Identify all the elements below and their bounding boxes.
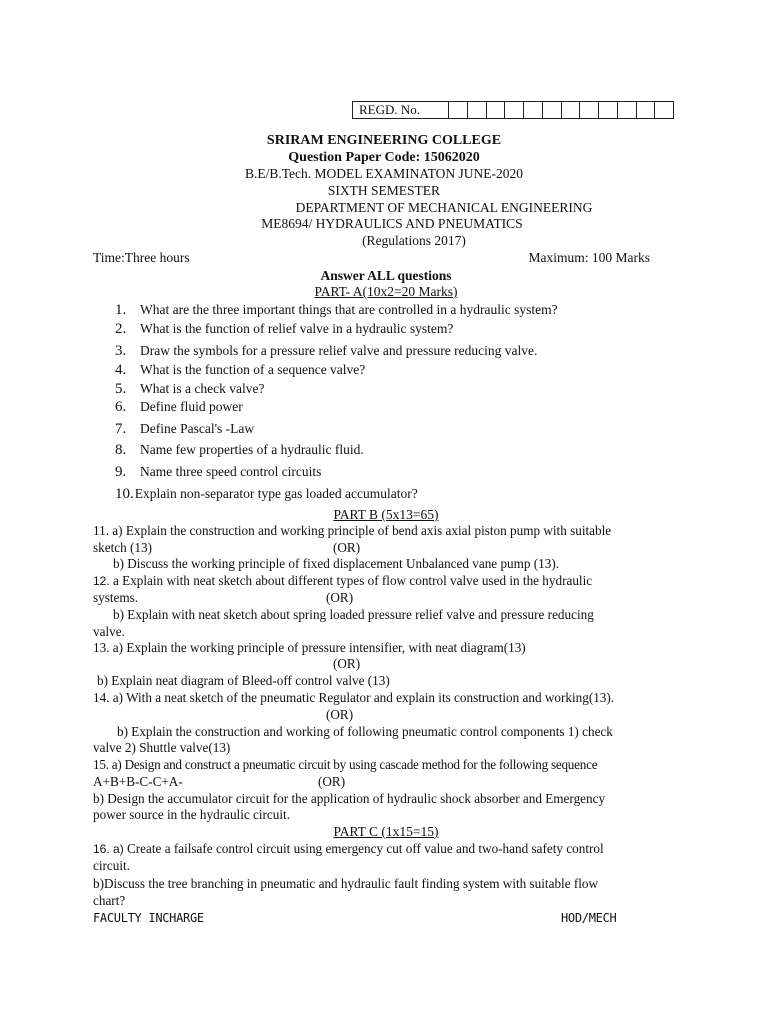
question-text: What is the function of a sequence valve? <box>140 362 366 377</box>
maximum-marks: Maximum: 100 Marks <box>528 250 650 265</box>
q13b: b) Explain neat diagram of Bleed-off control valve (13) <box>97 673 390 688</box>
regulations: (Regulations 2017) <box>362 233 466 248</box>
q16a-line2: circuit. <box>93 858 130 873</box>
regd-cell <box>618 102 637 118</box>
q16b-line1: b)Discuss the tree branching in pneumatic and hydraulic fault finding system with suitable flow <box>93 876 599 891</box>
paper-code: Question Paper Code: 15062020 <box>288 150 480 165</box>
q13a: 13. a) Explain the working principle of pressure intensifier, with neat diagram(13) <box>93 640 526 655</box>
question-number: 4. <box>115 362 127 378</box>
q15a-line1: 15. a) Design and construct a pneumatic circuit by using cascade method for the following sequence <box>93 757 598 772</box>
or-separator: (OR) <box>326 590 354 605</box>
course: ME8694/ HYDRAULICS AND PNEUMATICS <box>261 216 523 231</box>
part-a-question <box>115 486 418 503</box>
regd-number-box <box>352 101 674 119</box>
question-number: 7. <box>115 421 127 437</box>
q14b-line2: valve 2) Shuttle valve(13) <box>93 740 231 755</box>
regd-cell <box>487 102 506 118</box>
part-a-question <box>115 381 264 398</box>
regd-cell <box>580 102 599 118</box>
question-text: Name few properties of a hydraulic fluid. <box>140 442 364 457</box>
question-number: 1. <box>115 302 127 318</box>
q14b-line1: b) Explain the construction and working of following pneumatic control components 1) check <box>117 724 613 739</box>
semester: SIXTH SEMESTER <box>327 183 441 198</box>
faculty-incharge-label: FACULTY INCHARGE <box>93 911 204 925</box>
or-separator: (OR) <box>333 656 361 671</box>
instruction: Answer ALL questions <box>320 268 452 283</box>
q14a: 14. a) With a neat sketch of the pneumatic Regulator and explain its construction and working(13). <box>93 690 615 705</box>
part-a-question <box>115 421 254 438</box>
question-text: Define fluid power <box>140 399 243 414</box>
question-text: Define Pascal's -Law <box>140 421 255 436</box>
q16b-line2: chart? <box>93 893 126 908</box>
question-text: What is the function of relief valve in a hydraulic system? <box>140 321 454 336</box>
regd-cell <box>449 102 468 118</box>
part-a-question <box>115 464 321 481</box>
question-number: 6. <box>115 399 127 415</box>
regd-cell <box>505 102 524 118</box>
q11a-line1: 11. a) Explain the construction and working principle of bend axis axial piston pump with suitable <box>93 523 612 538</box>
part-a-question <box>115 442 364 459</box>
part-a-question <box>115 362 365 379</box>
q15a-line2: A+B+B-C-C+A- <box>93 774 183 789</box>
regd-cell <box>543 102 562 118</box>
question-number: 10. <box>115 486 134 502</box>
q15b-line1: b) Design the accumulator circuit for the application of hydraulic shock absorber and Emergency <box>93 791 606 806</box>
regd-cell <box>524 102 543 118</box>
question-text: What is a check valve? <box>140 381 265 396</box>
q11a-line2: sketch (13) <box>93 540 152 555</box>
question-text: What are the three important things that are controlled in a hydraulic system? <box>140 302 558 317</box>
question-number: 5. <box>115 381 127 397</box>
exam-title: B.E/B.Tech. MODEL EXAMINATON JUNE-2020 <box>244 166 524 181</box>
regd-cell <box>599 102 618 118</box>
q11b: b) Discuss the working principle of fixed displacement Unbalanced vane pump (13). <box>113 556 560 571</box>
q12a-line1 <box>93 573 592 589</box>
question-number: 3. <box>115 343 127 359</box>
or-separator: (OR) <box>333 540 361 555</box>
regd-cell <box>468 102 487 118</box>
part-a-question <box>115 321 453 338</box>
q15b-line2: power source in the hydraulic circuit. <box>93 807 291 822</box>
regd-cell <box>562 102 581 118</box>
regd-label: REGD. No. <box>353 102 449 118</box>
q16a-text: Create a failsafe control circuit using emergency cut off value and two-hand safety control <box>123 841 604 856</box>
time-marks-row <box>93 250 650 266</box>
q12a-text: a Explain with neat sketch about different types of flow control valve used in the hydraulic <box>109 573 593 588</box>
question-number: 8. <box>115 442 127 458</box>
department: DEPARTMENT OF MECHANICAL ENGINEERING <box>295 200 593 215</box>
part-c-title: PART C (1x15=15) <box>333 824 439 839</box>
q16a-line1 <box>93 841 604 857</box>
regd-cell <box>655 102 673 118</box>
hod-label: HOD/MECH <box>561 911 617 925</box>
question-text: Name three speed control circuits <box>140 464 322 479</box>
question-text: Draw the symbols for a pressure relief valve and pressure reducing valve. <box>140 343 538 358</box>
college-name: SRIRAM ENGINEERING COLLEGE <box>266 133 502 148</box>
q12b-line2: valve. <box>93 624 125 639</box>
or-separator: (OR) <box>318 774 346 789</box>
part-a-question <box>115 399 243 416</box>
question-number: 9. <box>115 464 127 480</box>
exam-duration: Time:Three hours <box>93 250 190 265</box>
part-a-title: PART- A(10x2=20 Marks) <box>314 284 458 299</box>
part-b-title: PART B (5x13=65) <box>333 507 439 522</box>
part-a-question <box>115 302 558 319</box>
question-number: 2. <box>115 321 127 337</box>
part-a-question <box>115 343 537 360</box>
or-separator: (OR) <box>326 707 354 722</box>
q12-number: 12. <box>93 574 110 588</box>
q12b-line1: b) Explain with neat sketch about spring loaded pressure relief valve and pressure reducing <box>113 607 594 622</box>
q12a-line2: systems. <box>93 590 139 605</box>
question-text: Explain non-separator type gas loaded accumulator? <box>134 486 418 501</box>
q16-number: 16. a) <box>93 842 124 856</box>
regd-cell <box>637 102 656 118</box>
